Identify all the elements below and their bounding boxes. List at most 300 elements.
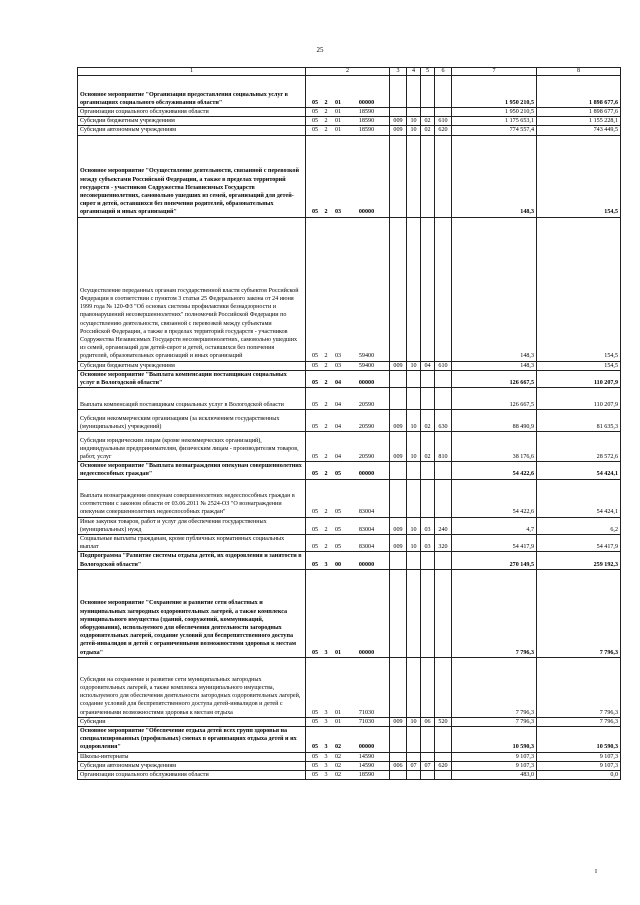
code-part: 2 — [324, 362, 328, 369]
code-part: 05 — [311, 709, 319, 716]
program-code-cell — [306, 135, 390, 217]
table-row — [78, 535, 621, 552]
subsection-code-cell — [421, 657, 435, 717]
code-part: 04 — [334, 454, 342, 461]
header-row — [78, 68, 621, 76]
expense-type-cell — [435, 752, 452, 761]
section-code-cell: 10 — [407, 117, 421, 126]
code-part: 20590 — [358, 424, 375, 431]
table-row — [78, 462, 621, 479]
row-name: Субсидии бюджетным учреждениям — [78, 361, 306, 370]
amount-year2-cell: 1 898 677,6 — [537, 108, 621, 117]
budget-table — [77, 67, 621, 780]
ministry-code-cell — [390, 479, 407, 517]
section-code-cell: 10 — [407, 361, 421, 370]
program-code-cell — [306, 462, 390, 479]
header-cell: 6 — [435, 68, 452, 76]
program-code-cell — [306, 752, 390, 761]
code-part: 2 — [324, 509, 328, 516]
program-code-cell — [306, 761, 390, 770]
ministry-code-cell — [390, 727, 407, 753]
row-name: Организации социального обслуживания области — [78, 108, 306, 117]
table-row — [78, 552, 621, 569]
table-row — [78, 108, 621, 117]
expense-type-cell — [435, 771, 452, 780]
ministry-code-cell — [390, 569, 407, 657]
section-code-cell: 10 — [407, 126, 421, 135]
amount-year2-cell: 9 107,3 — [537, 752, 621, 761]
code-part: 05 — [311, 526, 319, 533]
section-code-cell: 10 — [407, 410, 421, 432]
table-row — [78, 410, 621, 432]
amount-year2-cell: 54 424,1 — [537, 479, 621, 517]
header-cell: 3 — [390, 68, 407, 76]
code-part: 01 — [334, 709, 342, 716]
amount-year1-cell: 270 149,5 — [452, 552, 537, 569]
amount-year1-cell: 148,3 — [452, 217, 537, 361]
code-part: 02 — [334, 762, 342, 769]
ministry-code-cell: 009 — [390, 361, 407, 370]
code-part: 05 — [311, 362, 319, 369]
row-name: Основное мероприятие "Выплата вознаграждения опекунам совершеннолетних недееспособных граждан" — [78, 462, 306, 479]
subsection-code-cell — [421, 370, 435, 387]
section-code-cell — [407, 217, 421, 361]
row-name: Организации социального обслуживания области — [78, 771, 306, 780]
amount-year1-cell: 4,7 — [452, 517, 537, 534]
amount-year2-cell: 743 449,5 — [537, 126, 621, 135]
code-part: 01 — [334, 99, 342, 106]
table-row — [78, 217, 621, 361]
code-part: 01 — [334, 649, 342, 656]
table-row — [78, 717, 621, 726]
subsection-code-cell: 02 — [421, 126, 435, 135]
expense-type-cell: 320 — [435, 535, 452, 552]
code-part: 83004 — [358, 509, 375, 516]
code-part: 2 — [324, 402, 328, 409]
subsection-code-cell — [421, 552, 435, 569]
code-part: 05 — [311, 127, 319, 134]
subsection-code-cell — [421, 462, 435, 479]
code-part: 02 — [334, 744, 342, 751]
code-part: 2 — [324, 380, 328, 387]
amount-year1-cell: 148,3 — [452, 361, 537, 370]
code-part: 05 — [311, 118, 319, 125]
program-code-cell — [306, 126, 390, 135]
code-part: 71030 — [358, 718, 375, 725]
row-name: Основное мероприятие "Организация предоставления социальных услуг в организациях социального обслуживания области" — [78, 76, 306, 108]
code-part: 71030 — [358, 709, 375, 716]
row-name: Выплата компенсаций поставщикам социальных услуг в Вологодской области — [78, 388, 306, 410]
row-name: Основное мероприятие "Сохранение и развитие сети областных и муниципальных загородных оздоровительных лагерей, а также комплекса муниципального имущества (зданий, сооружений, коммуникаций, оборудования), используемого для обеспечения деятельности загородных оздоровительных лагерей, создание условий для беспрепятственного доступа детей-инвалидов и детей с ограниченными возможностями здоровья к местам отдыха" — [78, 569, 306, 657]
header-cell: 7 — [452, 68, 537, 76]
ministry-code-cell — [390, 388, 407, 410]
ministry-code-cell — [390, 462, 407, 479]
table-row — [78, 752, 621, 761]
subsection-code-cell — [421, 76, 435, 108]
amount-year2-cell: 7 796,3 — [537, 657, 621, 717]
code-part: 05 — [334, 526, 342, 533]
expense-type-cell — [435, 388, 452, 410]
subsection-code-cell: 02 — [421, 410, 435, 432]
code-part: 3 — [324, 744, 328, 751]
expense-type-cell — [435, 569, 452, 657]
subsection-code-cell — [421, 217, 435, 361]
amount-year1-cell: 9 107,3 — [452, 752, 537, 761]
code-part: 05 — [311, 744, 319, 751]
amount-year1-cell: 7 796,3 — [452, 717, 537, 726]
ministry-code-cell — [390, 370, 407, 387]
table-row — [78, 479, 621, 517]
amount-year2-cell: 6,2 — [537, 517, 621, 534]
row-name: Выплата вознаграждения опекунам совершеннолетних недееспособных граждан в соответствии с законом области от 03.06.2011 № 2524-ОЗ "О вознаграждении опекунам совершеннолетних недееспособных граждан" — [78, 479, 306, 517]
row-name: Субсидии юридическим лицам (кроме некоммерческих организаций), индивидуальным предпринимателям, физическим лицам - производителям товаров, работ, услуг — [78, 432, 306, 462]
amount-year2-cell: 10 590,3 — [537, 727, 621, 753]
section-code-cell — [407, 370, 421, 387]
amount-year2-cell: 28 572,6 — [537, 432, 621, 462]
row-name: Осуществление переданных органам государственной власти субъектов Российской Федерации в соответствии с пунктом 3 статьи 25 Федерального закона от 24 июня 1999 года № 120-ФЗ "Об основах системы профилактики безнадзорности и правонарушений несовершеннолетних" полномочий Российской Федерации по осуществлению деятельности, связанной с перевозкой между субъектами Российской Федерации, а также в пределах территорий государств - участников Содружества Независимых Государств несовершеннолетних, самовольно ушедших из семей, организаций для детей-сирот и детей, оставшихся без попечения родителей, образовательных организаций и иных организаций — [78, 217, 306, 361]
code-part: 05 — [311, 99, 319, 106]
ministry-code-cell: 006 — [390, 761, 407, 770]
row-name: Субсидии автономным учреждениям — [78, 126, 306, 135]
code-part: 05 — [311, 454, 319, 461]
section-code-cell — [407, 76, 421, 108]
section-code-cell — [407, 727, 421, 753]
expense-type-cell: 520 — [435, 717, 452, 726]
amount-year1-cell: 483,0 — [452, 771, 537, 780]
amount-year2-cell: 154,5 — [537, 135, 621, 217]
amount-year2-cell: 154,5 — [537, 361, 621, 370]
expense-type-cell: 630 — [435, 410, 452, 432]
expense-type-cell — [435, 727, 452, 753]
code-part: 02 — [334, 753, 342, 760]
section-code-cell — [407, 135, 421, 217]
section-code-cell — [407, 479, 421, 517]
code-part: 3 — [324, 649, 328, 656]
code-part: 2 — [324, 424, 328, 431]
section-code-cell — [407, 388, 421, 410]
program-code-cell — [306, 517, 390, 534]
page-number: 25 — [316, 46, 324, 54]
code-part: 00000 — [358, 744, 375, 751]
row-name: Основное мероприятие "Выплата компенсации поставщикам социальных услуг в Вологодской области" — [78, 370, 306, 387]
subsection-code-cell — [421, 388, 435, 410]
program-code-cell — [306, 479, 390, 517]
header-cell: 8 — [537, 68, 621, 76]
row-name: Иные закупки товаров, работ и услуг для обеспечения государственных (муниципальных) нужд — [78, 517, 306, 534]
amount-year2-cell: 110 207,9 — [537, 370, 621, 387]
ministry-code-cell — [390, 217, 407, 361]
code-part: 2 — [324, 118, 328, 125]
subsection-code-cell: 02 — [421, 117, 435, 126]
amount-year2-cell: 7 796,3 — [537, 569, 621, 657]
code-part: 83004 — [358, 544, 375, 551]
code-part: 04 — [334, 380, 342, 387]
code-part: 3 — [324, 718, 328, 725]
program-code-cell — [306, 535, 390, 552]
amount-year1-cell: 126 667,5 — [452, 370, 537, 387]
code-part: 05 — [311, 772, 319, 779]
corner-mark: I — [595, 869, 597, 875]
code-part: 01 — [334, 118, 342, 125]
table-row — [78, 76, 621, 108]
expense-type-cell — [435, 657, 452, 717]
subsection-code-cell: 07 — [421, 761, 435, 770]
amount-year1-cell: 54 422,6 — [452, 462, 537, 479]
amount-year2-cell: 0,0 — [537, 771, 621, 780]
ministry-code-cell: 009 — [390, 410, 407, 432]
subsection-code-cell — [421, 727, 435, 753]
section-code-cell — [407, 552, 421, 569]
code-part: 3 — [324, 709, 328, 716]
code-part: 14590 — [358, 762, 375, 769]
expense-type-cell — [435, 76, 452, 108]
amount-year1-cell: 7 796,3 — [452, 657, 537, 717]
program-code-cell — [306, 361, 390, 370]
section-code-cell — [407, 462, 421, 479]
row-name: Субсидии автономным учреждениям — [78, 761, 306, 770]
section-code-cell: 10 — [407, 717, 421, 726]
expense-type-cell — [435, 135, 452, 217]
expense-type-cell: 810 — [435, 432, 452, 462]
amount-year2-cell: 7 796,3 — [537, 717, 621, 726]
expense-type-cell — [435, 370, 452, 387]
code-part: 2 — [324, 209, 328, 216]
subsection-code-cell: 04 — [421, 361, 435, 370]
header-cell: 5 — [421, 68, 435, 76]
amount-year1-cell: 148,3 — [452, 135, 537, 217]
ministry-code-cell: 009 — [390, 535, 407, 552]
ministry-code-cell — [390, 771, 407, 780]
program-code-cell — [306, 117, 390, 126]
code-part: 05 — [311, 209, 319, 216]
row-name: Школы-интернаты — [78, 752, 306, 761]
program-code-cell — [306, 552, 390, 569]
table-row — [78, 569, 621, 657]
amount-year1-cell: 126 667,5 — [452, 388, 537, 410]
code-part: 2 — [324, 109, 328, 115]
code-part: 2 — [324, 99, 328, 106]
code-part: 01 — [334, 718, 342, 725]
table-row — [78, 432, 621, 462]
ministry-code-cell — [390, 552, 407, 569]
table-row — [78, 771, 621, 780]
expense-type-cell: 610 — [435, 117, 452, 126]
code-part: 18590 — [358, 127, 375, 134]
code-part: 2 — [324, 454, 328, 461]
code-part: 05 — [311, 424, 319, 431]
subsection-code-cell — [421, 771, 435, 780]
section-code-cell — [407, 657, 421, 717]
code-part: 00000 — [358, 209, 375, 216]
amount-year2-cell: 154,5 — [537, 217, 621, 361]
code-part: 05 — [334, 509, 342, 516]
amount-year2-cell: 110 207,9 — [537, 388, 621, 410]
section-code-cell: 10 — [407, 517, 421, 534]
ministry-code-cell — [390, 76, 407, 108]
subsection-code-cell: 02 — [421, 432, 435, 462]
amount-year2-cell: 81 635,3 — [537, 410, 621, 432]
row-name: Основное мероприятие "Обеспечение отдыха детей всех групп здоровья на специализированных (профильных) сменах в организациях отдыха детей и их оздоровления" — [78, 727, 306, 753]
code-part: 59400 — [358, 353, 375, 360]
subsection-code-cell — [421, 479, 435, 517]
table-row — [78, 388, 621, 410]
amount-year1-cell: 1 950 210,5 — [452, 76, 537, 108]
subsection-code-cell: 03 — [421, 517, 435, 534]
amount-year1-cell: 38 176,6 — [452, 432, 537, 462]
section-code-cell: 10 — [407, 432, 421, 462]
expense-type-cell: 620 — [435, 126, 452, 135]
expense-type-cell — [435, 462, 452, 479]
code-part: 18590 — [358, 772, 375, 779]
expense-type-cell — [435, 108, 452, 117]
row-name: Субсидии бюджетным учреждениям — [78, 117, 306, 126]
program-code-cell — [306, 569, 390, 657]
header-cell: 1 — [78, 68, 306, 76]
table-row — [78, 126, 621, 135]
program-code-cell — [306, 717, 390, 726]
program-code-cell — [306, 217, 390, 361]
subsection-code-cell — [421, 752, 435, 761]
code-part: 01 — [334, 127, 342, 134]
row-name: Подпрограмма "Развитие системы отдыха детей, их оздоровления и занятости в Вологодской области" — [78, 552, 306, 569]
code-part: 20590 — [358, 454, 375, 461]
subsection-code-cell: 03 — [421, 535, 435, 552]
amount-year1-cell: 9 107,3 — [452, 761, 537, 770]
amount-year1-cell: 774 557,4 — [452, 126, 537, 135]
table-row — [78, 370, 621, 387]
code-part: 00000 — [358, 380, 375, 387]
code-part: 05 — [311, 561, 319, 568]
amount-year1-cell: 1 175 653,1 — [452, 117, 537, 126]
section-code-cell: 07 — [407, 761, 421, 770]
ministry-code-cell — [390, 108, 407, 117]
expense-type-cell: 240 — [435, 517, 452, 534]
header-cell: 2 — [306, 68, 390, 76]
code-part: 03 — [334, 362, 342, 369]
expense-type-cell — [435, 217, 452, 361]
code-part: 05 — [311, 753, 319, 760]
code-part: 05 — [311, 109, 319, 115]
row-name: Субсидии некоммерческим организациям (за исключением государственных (муниципальных) учреждений) — [78, 410, 306, 432]
row-name: Основное мероприятие "Осуществление деятельности, связанной с перевозкой между субъектами Российской Федерации, а также в пределах территорий государств - участников Содружества Независимых Государств несовершеннолетних, самовольно ушедших из семей, организаций для детей-сирот и детей, оставшихся без попечения родителей, образовательных организаций и иных организаций" — [78, 135, 306, 217]
table-row — [78, 657, 621, 717]
ministry-code-cell: 009 — [390, 126, 407, 135]
ministry-code-cell — [390, 752, 407, 761]
code-part: 05 — [311, 762, 319, 769]
code-part: 05 — [334, 544, 342, 551]
code-part: 3 — [324, 753, 328, 760]
code-part: 3 — [324, 762, 328, 769]
row-name: Социальные выплаты гражданам, кроме публичных нормативных социальных выплат — [78, 535, 306, 552]
code-part: 00000 — [358, 561, 375, 568]
section-code-cell — [407, 108, 421, 117]
code-part: 83004 — [358, 526, 375, 533]
program-code-cell — [306, 108, 390, 117]
amount-year2-cell: 54 417,9 — [537, 535, 621, 552]
code-part: 00000 — [358, 99, 375, 106]
ministry-code-cell: 009 — [390, 517, 407, 534]
amount-year1-cell: 1 950 210,5 — [452, 108, 537, 117]
amount-year1-cell: 54 422,6 — [452, 479, 537, 517]
row-name: Субсидии на сохранение и развитие сети муниципальных загородных оздоровительных лагерей, а также комплекса муниципального имущества, используемого для обеспечения деятельности загородных оздоровительных лагерей, создание условий для беспрепятственного доступа детей-инвалидов и детей с ограниченными возможностями здоровья к местам отдыха — [78, 657, 306, 717]
code-part: 00000 — [358, 649, 375, 656]
table-row — [78, 135, 621, 217]
amount-year1-cell: 7 796,3 — [452, 569, 537, 657]
code-part: 02 — [334, 772, 342, 779]
expense-type-cell — [435, 552, 452, 569]
ministry-code-cell — [390, 657, 407, 717]
code-part: 01 — [334, 109, 342, 115]
amount-year1-cell: 54 417,9 — [452, 535, 537, 552]
program-code-cell — [306, 771, 390, 780]
program-code-cell — [306, 410, 390, 432]
amount-year2-cell: 1 898 677,6 — [537, 76, 621, 108]
program-code-cell — [306, 388, 390, 410]
code-part: 05 — [311, 471, 319, 478]
subsection-code-cell: 06 — [421, 717, 435, 726]
code-part: 05 — [311, 402, 319, 409]
code-part: 00000 — [358, 471, 375, 478]
code-part: 05 — [311, 353, 319, 360]
amount-year2-cell: 54 424,1 — [537, 462, 621, 479]
expense-type-cell: 620 — [435, 761, 452, 770]
program-code-cell — [306, 432, 390, 462]
code-part: 05 — [334, 471, 342, 478]
ministry-code-cell: 009 — [390, 117, 407, 126]
amount-year2-cell: 259 192,3 — [537, 552, 621, 569]
program-code-cell — [306, 76, 390, 108]
subsection-code-cell — [421, 569, 435, 657]
code-part: 2 — [324, 127, 328, 134]
table-row — [78, 517, 621, 534]
code-part: 00 — [334, 561, 342, 568]
code-part: 05 — [311, 649, 319, 656]
amount-year2-cell: 9 107,3 — [537, 761, 621, 770]
code-part: 03 — [334, 353, 342, 360]
ministry-code-cell: 009 — [390, 432, 407, 462]
program-code-cell — [306, 370, 390, 387]
amount-year1-cell: 88 490,9 — [452, 410, 537, 432]
ministry-code-cell — [390, 135, 407, 217]
code-part: 05 — [311, 509, 319, 516]
code-part: 05 — [311, 544, 319, 551]
code-part: 04 — [334, 402, 342, 409]
code-part: 3 — [324, 772, 328, 779]
code-part: 2 — [324, 544, 328, 551]
row-name: Субсидии — [78, 717, 306, 726]
ministry-code-cell: 009 — [390, 717, 407, 726]
code-part: 59400 — [358, 362, 375, 369]
table-row — [78, 727, 621, 753]
amount-year1-cell: 10 590,3 — [452, 727, 537, 753]
table-row — [78, 361, 621, 370]
expense-type-cell: 610 — [435, 361, 452, 370]
table-row — [78, 761, 621, 770]
expense-type-cell — [435, 479, 452, 517]
code-part: 03 — [334, 209, 342, 216]
code-part: 18590 — [358, 109, 375, 115]
code-part: 20590 — [358, 402, 375, 409]
code-part: 14590 — [358, 753, 375, 760]
code-part: 18590 — [358, 118, 375, 125]
program-code-cell — [306, 657, 390, 717]
section-code-cell: 10 — [407, 535, 421, 552]
code-part: 2 — [324, 353, 328, 360]
header-cell: 4 — [407, 68, 421, 76]
program-code-cell — [306, 727, 390, 753]
code-part: 04 — [334, 424, 342, 431]
section-code-cell — [407, 771, 421, 780]
